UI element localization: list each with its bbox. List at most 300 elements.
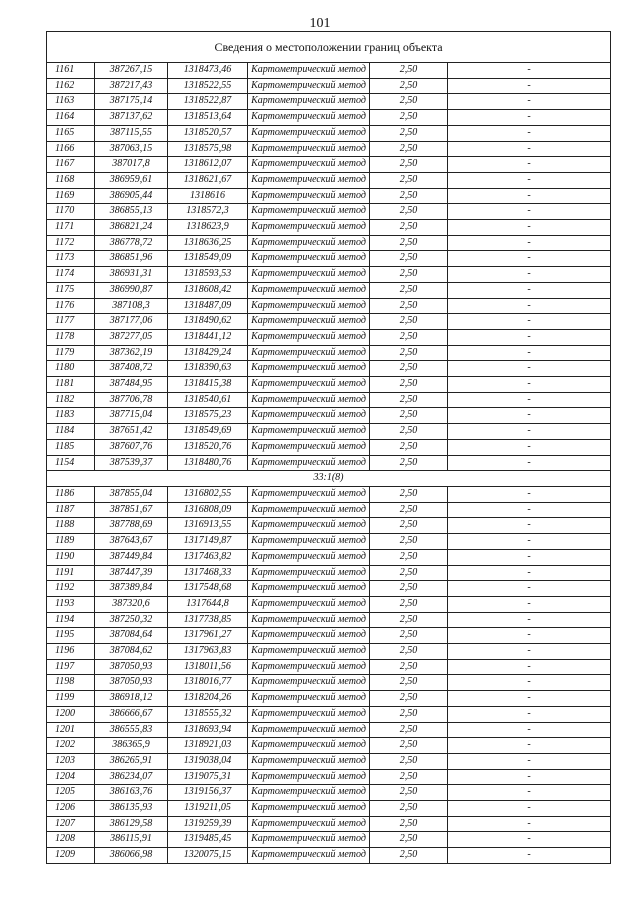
table-row	[47, 329, 611, 345]
y-coordinate-cell: 1318016,77	[168, 675, 248, 691]
method-cell: Картометрический метод	[248, 832, 370, 848]
x-coordinate-cell: 387137,62	[95, 110, 168, 126]
method-cell: Картометрический метод	[248, 424, 370, 440]
precision-cell: 2,50	[370, 298, 448, 314]
table-row	[47, 848, 611, 864]
description-cell: -	[448, 706, 611, 722]
description-cell: -	[448, 612, 611, 628]
x-coordinate-cell: 387320,6	[95, 596, 168, 612]
description-cell: -	[448, 691, 611, 707]
y-coordinate-cell: 1318390,63	[168, 361, 248, 377]
table-row	[47, 251, 611, 267]
precision-cell: 2,50	[370, 801, 448, 817]
table-row	[47, 361, 611, 377]
method-cell: Картометрический метод	[248, 204, 370, 220]
description-cell: -	[448, 94, 611, 110]
y-coordinate-cell: 1317548,68	[168, 581, 248, 597]
description-cell: -	[448, 424, 611, 440]
x-coordinate-cell: 386163,76	[95, 785, 168, 801]
y-coordinate-cell: 1317738,85	[168, 612, 248, 628]
point-number-cell: 1170	[47, 204, 95, 220]
section-row	[47, 471, 611, 487]
precision-cell: 2,50	[370, 282, 448, 298]
x-coordinate-cell: 387277,05	[95, 329, 168, 345]
point-number-cell: 1195	[47, 628, 95, 644]
table-row	[47, 78, 611, 94]
method-cell: Картометрический метод	[248, 251, 370, 267]
x-coordinate-cell: 386135,93	[95, 801, 168, 817]
precision-cell: 2,50	[370, 675, 448, 691]
x-coordinate-cell: 387063,15	[95, 141, 168, 157]
y-coordinate-cell: 1318623,9	[168, 220, 248, 236]
y-coordinate-cell: 1318480,76	[168, 455, 248, 471]
description-cell: -	[448, 628, 611, 644]
method-cell: Картометрический метод	[248, 738, 370, 754]
table-row	[47, 188, 611, 204]
precision-cell: 2,50	[370, 769, 448, 785]
y-coordinate-cell: 1318441,12	[168, 329, 248, 345]
y-coordinate-cell: 1316913,55	[168, 518, 248, 534]
precision-cell: 2,50	[370, 235, 448, 251]
y-coordinate-cell: 1318522,87	[168, 94, 248, 110]
precision-cell: 2,50	[370, 753, 448, 769]
method-cell: Картометрический метод	[248, 408, 370, 424]
point-number-cell: 1194	[47, 612, 95, 628]
x-coordinate-cell: 387084,64	[95, 628, 168, 644]
description-cell: -	[448, 565, 611, 581]
description-cell: -	[448, 518, 611, 534]
point-number-cell: 1179	[47, 345, 95, 361]
description-cell: -	[448, 267, 611, 283]
description-cell: -	[448, 738, 611, 754]
x-coordinate-cell: 387408,72	[95, 361, 168, 377]
method-cell: Картометрический метод	[248, 361, 370, 377]
table-row	[47, 377, 611, 393]
y-coordinate-cell: 1318520,57	[168, 125, 248, 141]
point-number-cell: 1189	[47, 534, 95, 550]
y-coordinate-cell: 1317961,27	[168, 628, 248, 644]
table-row	[47, 722, 611, 738]
y-coordinate-cell: 1318555,32	[168, 706, 248, 722]
table-row	[47, 220, 611, 236]
y-coordinate-cell: 1318549,09	[168, 251, 248, 267]
point-number-cell: 1177	[47, 314, 95, 330]
table-title-row	[47, 32, 611, 63]
method-cell: Картометрический метод	[248, 110, 370, 126]
table-row	[47, 172, 611, 188]
method-cell: Картометрический метод	[248, 785, 370, 801]
description-cell: -	[448, 486, 611, 502]
x-coordinate-cell: 387539,37	[95, 455, 168, 471]
y-coordinate-cell: 1318522,55	[168, 78, 248, 94]
precision-cell: 2,50	[370, 361, 448, 377]
description-cell: -	[448, 659, 611, 675]
table-row	[47, 314, 611, 330]
x-coordinate-cell: 386855,13	[95, 204, 168, 220]
method-cell: Картометрический метод	[248, 518, 370, 534]
precision-cell: 2,50	[370, 832, 448, 848]
table-row	[47, 549, 611, 565]
point-number-cell: 1191	[47, 565, 95, 581]
table-row	[47, 596, 611, 612]
precision-cell: 2,50	[370, 125, 448, 141]
point-number-cell: 1199	[47, 691, 95, 707]
table-row	[47, 816, 611, 832]
precision-cell: 2,50	[370, 691, 448, 707]
table-row	[47, 267, 611, 283]
precision-cell: 2,50	[370, 596, 448, 612]
table-row	[47, 392, 611, 408]
x-coordinate-cell: 387017,8	[95, 157, 168, 173]
table-row	[47, 439, 611, 455]
description-cell: -	[448, 125, 611, 141]
x-coordinate-cell: 387643,67	[95, 534, 168, 550]
description-cell: -	[448, 377, 611, 393]
precision-cell: 2,50	[370, 377, 448, 393]
method-cell: Картометрический метод	[248, 706, 370, 722]
precision-cell: 2,50	[370, 816, 448, 832]
table-row	[47, 581, 611, 597]
x-coordinate-cell: 387050,93	[95, 659, 168, 675]
method-cell: Картометрический метод	[248, 63, 370, 79]
page-number: 101	[309, 16, 331, 31]
method-cell: Картометрический метод	[248, 753, 370, 769]
point-number-cell: 1186	[47, 486, 95, 502]
table-row	[47, 801, 611, 817]
description-cell: -	[448, 534, 611, 550]
point-number-cell: 1176	[47, 298, 95, 314]
description-cell: -	[448, 816, 611, 832]
precision-cell: 2,50	[370, 738, 448, 754]
x-coordinate-cell: 387607,76	[95, 439, 168, 455]
point-number-cell: 1164	[47, 110, 95, 126]
description-cell: -	[448, 329, 611, 345]
point-number-cell: 1178	[47, 329, 95, 345]
method-cell: Картометрический метод	[248, 455, 370, 471]
method-cell: Картометрический метод	[248, 596, 370, 612]
table-row	[47, 298, 611, 314]
y-coordinate-cell: 1317963,83	[168, 644, 248, 660]
y-coordinate-cell: 1318204,26	[168, 691, 248, 707]
x-coordinate-cell: 387851,67	[95, 502, 168, 518]
x-coordinate-cell: 387217,43	[95, 78, 168, 94]
point-number-cell: 1154	[47, 455, 95, 471]
description-cell: -	[448, 188, 611, 204]
table-row	[47, 157, 611, 173]
point-number-cell: 1162	[47, 78, 95, 94]
method-cell: Картометрический метод	[248, 549, 370, 565]
table-row	[47, 628, 611, 644]
y-coordinate-cell: 1318549,69	[168, 424, 248, 440]
x-coordinate-cell: 387788,69	[95, 518, 168, 534]
x-coordinate-cell: 386990,87	[95, 282, 168, 298]
y-coordinate-cell: 1318487,09	[168, 298, 248, 314]
description-cell: -	[448, 408, 611, 424]
y-coordinate-cell: 1318473,46	[168, 63, 248, 79]
description-cell: -	[448, 596, 611, 612]
description-cell: -	[448, 141, 611, 157]
y-coordinate-cell: 1317644,8	[168, 596, 248, 612]
description-cell: -	[448, 392, 611, 408]
y-coordinate-cell: 1318572,3	[168, 204, 248, 220]
method-cell: Картометрический метод	[248, 298, 370, 314]
point-number-cell: 1172	[47, 235, 95, 251]
method-cell: Картометрический метод	[248, 801, 370, 817]
table-row	[47, 345, 611, 361]
precision-cell: 2,50	[370, 439, 448, 455]
table-row	[47, 455, 611, 471]
method-cell: Картометрический метод	[248, 769, 370, 785]
precision-cell: 2,50	[370, 94, 448, 110]
x-coordinate-cell: 386129,58	[95, 816, 168, 832]
description-cell: -	[448, 63, 611, 79]
point-number-cell: 1187	[47, 502, 95, 518]
method-cell: Картометрический метод	[248, 675, 370, 691]
y-coordinate-cell: 1318616	[168, 188, 248, 204]
y-coordinate-cell: 1318540,61	[168, 392, 248, 408]
y-coordinate-cell: 1319038,04	[168, 753, 248, 769]
y-coordinate-cell: 1317463,82	[168, 549, 248, 565]
point-number-cell: 1207	[47, 816, 95, 832]
description-cell: -	[448, 549, 611, 565]
precision-cell: 2,50	[370, 408, 448, 424]
precision-cell: 2,50	[370, 78, 448, 94]
y-coordinate-cell: 1318513,64	[168, 110, 248, 126]
x-coordinate-cell: 387447,39	[95, 565, 168, 581]
method-cell: Картометрический метод	[248, 848, 370, 864]
precision-cell: 2,50	[370, 486, 448, 502]
x-coordinate-cell: 386959,61	[95, 172, 168, 188]
x-coordinate-cell: 387855,04	[95, 486, 168, 502]
precision-cell: 2,50	[370, 644, 448, 660]
method-cell: Картометрический метод	[248, 282, 370, 298]
x-coordinate-cell: 387050,93	[95, 675, 168, 691]
x-coordinate-cell: 387651,42	[95, 424, 168, 440]
precision-cell: 2,50	[370, 722, 448, 738]
table-row	[47, 94, 611, 110]
description-cell: -	[448, 345, 611, 361]
y-coordinate-cell: 1317468,33	[168, 565, 248, 581]
precision-cell: 2,50	[370, 549, 448, 565]
table-row	[47, 785, 611, 801]
x-coordinate-cell: 387389,84	[95, 581, 168, 597]
point-number-cell: 1173	[47, 251, 95, 267]
table-row	[47, 644, 611, 660]
table-row	[47, 141, 611, 157]
method-cell: Картометрический метод	[248, 659, 370, 675]
y-coordinate-cell: 1318415,38	[168, 377, 248, 393]
description-cell: -	[448, 172, 611, 188]
y-coordinate-cell: 1318520,76	[168, 439, 248, 455]
description-cell: -	[448, 801, 611, 817]
x-coordinate-cell: 387177,06	[95, 314, 168, 330]
precision-cell: 2,50	[370, 188, 448, 204]
x-coordinate-cell: 386918,12	[95, 691, 168, 707]
point-number-cell: 1202	[47, 738, 95, 754]
description-cell: -	[448, 753, 611, 769]
precision-cell: 2,50	[370, 251, 448, 267]
point-number-cell: 1184	[47, 424, 95, 440]
precision-cell: 2,50	[370, 455, 448, 471]
y-coordinate-cell: 1318636,25	[168, 235, 248, 251]
point-number-cell: 1182	[47, 392, 95, 408]
point-number-cell: 1193	[47, 596, 95, 612]
table-row	[47, 204, 611, 220]
table-row	[47, 675, 611, 691]
method-cell: Картометрический метод	[248, 267, 370, 283]
method-cell: Картометрический метод	[248, 486, 370, 502]
description-cell: -	[448, 848, 611, 864]
precision-cell: 2,50	[370, 534, 448, 550]
method-cell: Картометрический метод	[248, 534, 370, 550]
precision-cell: 2,50	[370, 110, 448, 126]
point-number-cell: 1181	[47, 377, 95, 393]
method-cell: Картометрический метод	[248, 78, 370, 94]
method-cell: Картометрический метод	[248, 188, 370, 204]
point-number-cell: 1200	[47, 706, 95, 722]
method-cell: Картометрический метод	[248, 220, 370, 236]
x-coordinate-cell: 386931,31	[95, 267, 168, 283]
precision-cell: 2,50	[370, 267, 448, 283]
y-coordinate-cell: 1318011,56	[168, 659, 248, 675]
y-coordinate-cell: 1318608,42	[168, 282, 248, 298]
x-coordinate-cell: 386555,83	[95, 722, 168, 738]
method-cell: Картометрический метод	[248, 377, 370, 393]
x-coordinate-cell: 387449,84	[95, 549, 168, 565]
method-cell: Картометрический метод	[248, 392, 370, 408]
table-row	[47, 832, 611, 848]
method-cell: Картометрический метод	[248, 628, 370, 644]
point-number-cell: 1175	[47, 282, 95, 298]
precision-cell: 2,50	[370, 157, 448, 173]
method-cell: Картометрический метод	[248, 94, 370, 110]
table-row	[47, 534, 611, 550]
point-number-cell: 1188	[47, 518, 95, 534]
method-cell: Картометрический метод	[248, 565, 370, 581]
description-cell: -	[448, 78, 611, 94]
point-number-cell: 1201	[47, 722, 95, 738]
method-cell: Картометрический метод	[248, 157, 370, 173]
point-number-cell: 1161	[47, 63, 95, 79]
point-number-cell: 1171	[47, 220, 95, 236]
precision-cell: 2,50	[370, 329, 448, 345]
x-coordinate-cell: 386821,24	[95, 220, 168, 236]
table-row	[47, 282, 611, 298]
precision-cell: 2,50	[370, 565, 448, 581]
description-cell: -	[448, 675, 611, 691]
point-number-cell: 1183	[47, 408, 95, 424]
y-coordinate-cell: 1319156,37	[168, 785, 248, 801]
x-coordinate-cell: 387484,95	[95, 377, 168, 393]
precision-cell: 2,50	[370, 659, 448, 675]
description-cell: -	[448, 581, 611, 597]
x-coordinate-cell: 387267,15	[95, 63, 168, 79]
precision-cell: 2,50	[370, 581, 448, 597]
point-number-cell: 1167	[47, 157, 95, 173]
y-coordinate-cell: 1318575,98	[168, 141, 248, 157]
method-cell: Картометрический метод	[248, 722, 370, 738]
precision-cell: 2,50	[370, 392, 448, 408]
x-coordinate-cell: 386905,44	[95, 188, 168, 204]
description-cell: -	[448, 769, 611, 785]
y-coordinate-cell: 1318593,53	[168, 267, 248, 283]
table-row	[47, 612, 611, 628]
table-row	[47, 691, 611, 707]
precision-cell: 2,50	[370, 848, 448, 864]
x-coordinate-cell: 386234,07	[95, 769, 168, 785]
x-coordinate-cell: 387715,04	[95, 408, 168, 424]
description-cell: -	[448, 722, 611, 738]
description-cell: -	[448, 832, 611, 848]
x-coordinate-cell: 387362,19	[95, 345, 168, 361]
point-number-cell: 1190	[47, 549, 95, 565]
table-row	[47, 408, 611, 424]
description-cell: -	[448, 644, 611, 660]
x-coordinate-cell: 386851,96	[95, 251, 168, 267]
x-coordinate-cell: 387250,32	[95, 612, 168, 628]
precision-cell: 2,50	[370, 345, 448, 361]
point-number-cell: 1169	[47, 188, 95, 204]
description-cell: -	[448, 220, 611, 236]
precision-cell: 2,50	[370, 172, 448, 188]
point-number-cell: 1185	[47, 439, 95, 455]
y-coordinate-cell: 1319485,45	[168, 832, 248, 848]
x-coordinate-cell: 386115,91	[95, 832, 168, 848]
description-cell: -	[448, 785, 611, 801]
y-coordinate-cell: 1318612,07	[168, 157, 248, 173]
x-coordinate-cell: 386778,72	[95, 235, 168, 251]
table-row	[47, 110, 611, 126]
y-coordinate-cell: 1318575,23	[168, 408, 248, 424]
precision-cell: 2,50	[370, 518, 448, 534]
point-number-cell: 1166	[47, 141, 95, 157]
method-cell: Картометрический метод	[248, 141, 370, 157]
y-coordinate-cell: 1317149,87	[168, 534, 248, 550]
y-coordinate-cell: 1319211,05	[168, 801, 248, 817]
table-row	[47, 424, 611, 440]
table-row	[47, 769, 611, 785]
x-coordinate-cell: 387084,62	[95, 644, 168, 660]
description-cell: -	[448, 502, 611, 518]
precision-cell: 2,50	[370, 612, 448, 628]
method-cell: Картометрический метод	[248, 644, 370, 660]
table-row	[47, 235, 611, 251]
x-coordinate-cell: 387175,14	[95, 94, 168, 110]
point-number-cell: 1165	[47, 125, 95, 141]
method-cell: Картометрический метод	[248, 172, 370, 188]
point-number-cell: 1208	[47, 832, 95, 848]
x-coordinate-cell: 387706,78	[95, 392, 168, 408]
y-coordinate-cell: 1316802,55	[168, 486, 248, 502]
precision-cell: 2,50	[370, 63, 448, 79]
point-number-cell: 1163	[47, 94, 95, 110]
point-number-cell: 1203	[47, 753, 95, 769]
method-cell: Картометрический метод	[248, 314, 370, 330]
description-cell: -	[448, 204, 611, 220]
point-number-cell: 1206	[47, 801, 95, 817]
method-cell: Картометрический метод	[248, 581, 370, 597]
x-coordinate-cell: 386265,91	[95, 753, 168, 769]
precision-cell: 2,50	[370, 706, 448, 722]
x-coordinate-cell: 386365,9	[95, 738, 168, 754]
y-coordinate-cell: 1319259,39	[168, 816, 248, 832]
point-number-cell: 1168	[47, 172, 95, 188]
description-cell: -	[448, 235, 611, 251]
y-coordinate-cell: 1318621,67	[168, 172, 248, 188]
description-cell: -	[448, 361, 611, 377]
table-row	[47, 565, 611, 581]
table-row	[47, 738, 611, 754]
